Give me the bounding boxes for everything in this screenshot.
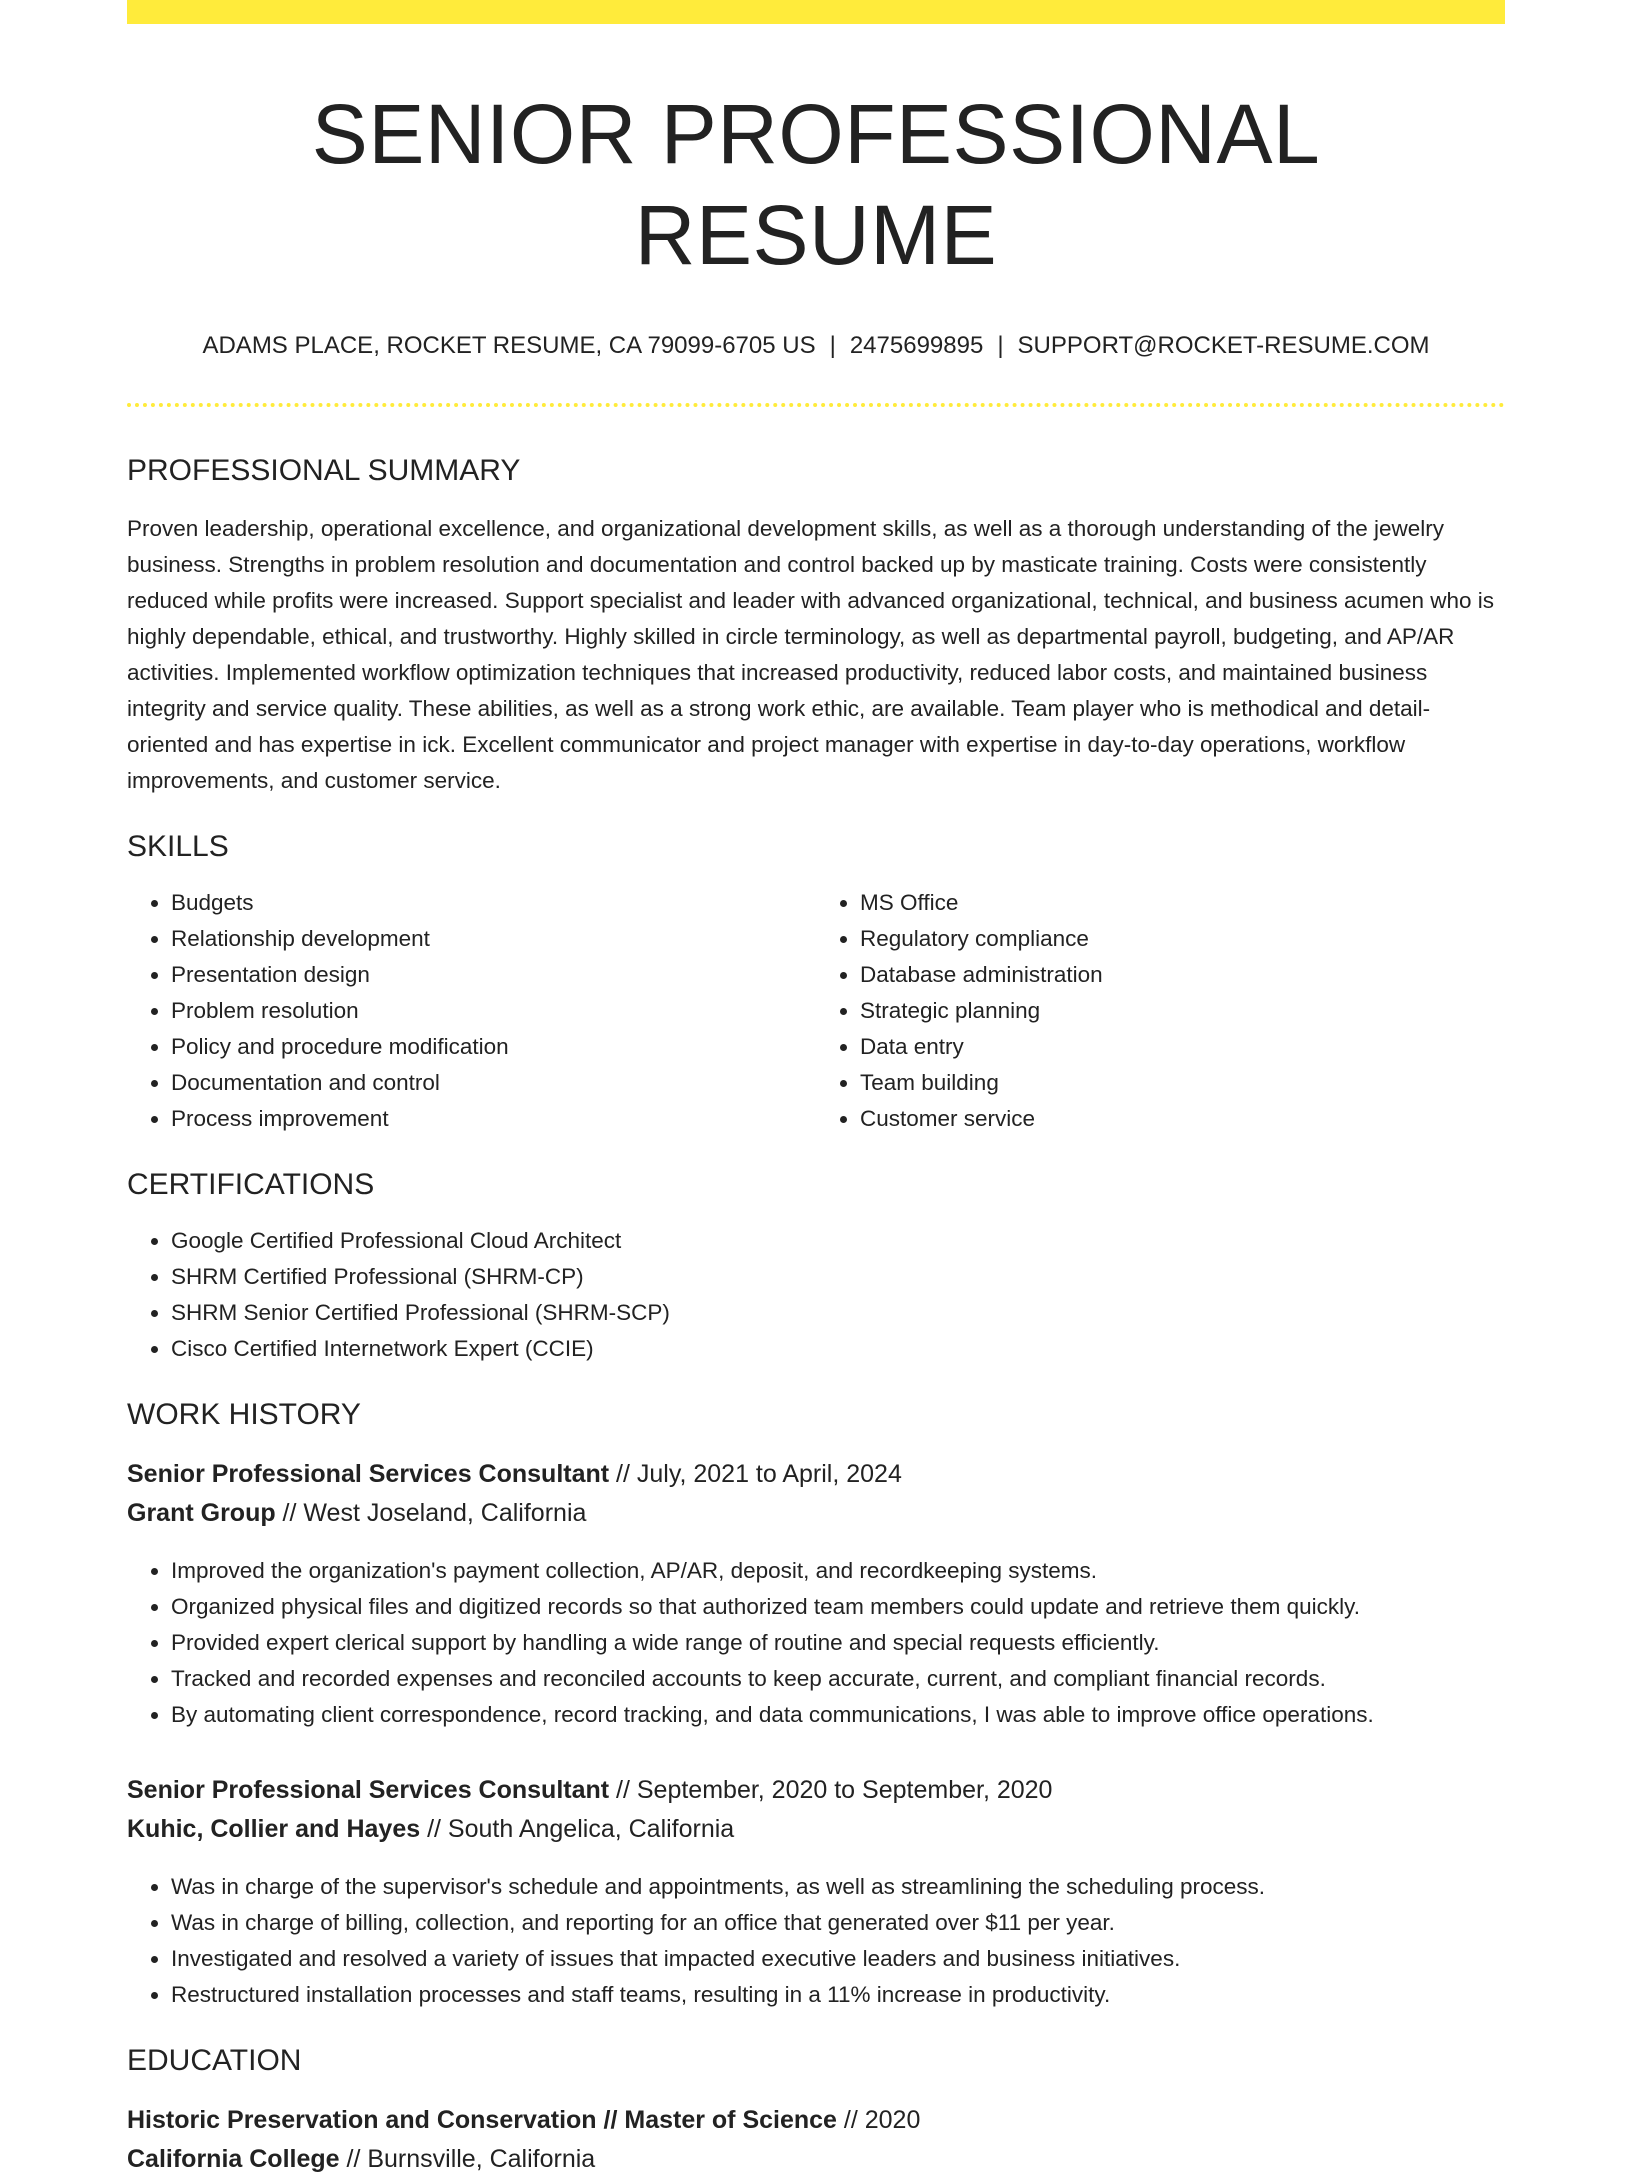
job-duty: • Provided expert clerical support by handling a wide range of routine and special requests efficiently. <box>171 1625 1505 1661</box>
summary-text: Proven leadership, operational excellence, and organizational development skills, as well as a thorough understanding of the jewelry business. Strengths in problem resolution and documentation and control backed up by masticate training. Costs were consistently reduced while profits were increased. Support specialist and leader with advanced organizational, technical, and business acumen who is highly dependable, ethical, and trustworthy. Highly skilled in circle terminology, as well as departmental payroll, budgeting, and AP/AR activities. Implemented workflow optimization techniques that increased productivity, reduced labor costs, and maintained business integrity and service quality. These abilities, as well as a strong work ethic, are available. Team player who is methodical and detail-oriented and has expertise in ick. Excellent communicator and project manager with expertise in day-to-day operations, workflow improvements, and customer service. <box>127 515 1495 793</box>
job-duty: • Investigated and resolved a variety of issues that impacted executive leaders and business initiatives. <box>171 1941 1505 1977</box>
contact-line <box>127 330 1505 361</box>
job-duty: • Organized physical files and digitized records so that authorized team members could update and retrieve them quickly. <box>171 1589 1505 1625</box>
top-accent-bar <box>127 0 1505 24</box>
education-school-line <box>127 2140 1505 2179</box>
education-degree: Historic Preservation and Conservation // Master of Science <box>127 2105 837 2134</box>
skill-item: • Database administration <box>860 957 1505 993</box>
education-section <box>127 2043 1505 2179</box>
job-location: // South Angelica, California <box>420 1814 735 1843</box>
skill-item: • Customer service <box>860 1101 1505 1137</box>
contact-address: ADAMS PLACE, ROCKET RESUME, CA 79099-6705 US <box>202 331 816 359</box>
job-entry <box>127 1771 1505 2013</box>
skill-item: • MS Office <box>860 885 1505 921</box>
skill-item: • Documentation and control <box>171 1065 816 1101</box>
skill-item: • Team building <box>860 1065 1505 1101</box>
skill-item: • Relationship development <box>171 921 816 957</box>
skills-columns <box>127 885 1505 1137</box>
job-company: Kuhic, Collier and Hayes <box>127 1814 421 1843</box>
contact-email: SUPPORT@ROCKET-RESUME.COM <box>1017 331 1430 359</box>
job-title-line <box>127 1455 1505 1494</box>
skill-item: • Policy and procedure modification <box>171 1029 816 1065</box>
education-degree-line <box>127 2101 1505 2140</box>
contact-separator: | <box>997 331 1004 359</box>
skills-list-left <box>127 885 816 1137</box>
job-duty: • Was in charge of billing, collection, and reporting for an office that generated over $11 per year. <box>171 1905 1505 1941</box>
skill-item: • Data entry <box>860 1029 1505 1065</box>
job-duty: • By automating client correspondence, record tracking, and data communications, I was able to improve office operations. <box>171 1697 1505 1733</box>
job-title: Senior Professional Services Consultant <box>127 1459 610 1488</box>
job-duties-list <box>127 1553 1505 1733</box>
certifications-section <box>127 1167 1505 1367</box>
education-year: // 2020 <box>836 2105 921 2134</box>
certification-item: • Cisco Certified Internetwork Expert (CCIE) <box>171 1331 1505 1367</box>
education-heading: EDUCATION <box>127 2043 302 2077</box>
job-company-line <box>127 1494 1505 1533</box>
skills-list-right <box>816 885 1505 1137</box>
job-entry <box>127 1455 1505 1733</box>
certification-item: • SHRM Senior Certified Professional (SHRM-SCP) <box>171 1295 1505 1331</box>
job-duty: • Improved the organization's payment collection, AP/AR, deposit, and recordkeeping systems. <box>171 1553 1505 1589</box>
certifications-heading: CERTIFICATIONS <box>127 1167 375 1201</box>
job-company: Grant Group <box>127 1498 276 1527</box>
work-history-heading: WORK HISTORY <box>127 1397 361 1431</box>
resume-page <box>127 0 1505 2179</box>
education-location: // Burnsville, California <box>339 2144 596 2173</box>
header-divider <box>127 403 1505 407</box>
job-duty: • Was in charge of the supervisor's schedule and appointments, as well as streamlining the scheduling process. <box>171 1869 1505 1905</box>
contact-separator: | <box>829 331 836 359</box>
certification-item: • SHRM Certified Professional (SHRM-CP) <box>171 1259 1505 1295</box>
certifications-list <box>127 1223 1505 1367</box>
certification-item: • Google Certified Professional Cloud Architect <box>171 1223 1505 1259</box>
job-dates: // July, 2021 to April, 2024 <box>609 1459 902 1488</box>
skills-section <box>127 829 1505 1137</box>
job-dates: // September, 2020 to September, 2020 <box>609 1775 1053 1804</box>
skill-item: • Problem resolution <box>171 993 816 1029</box>
skills-heading: SKILLS <box>127 829 229 863</box>
job-title-line <box>127 1771 1505 1810</box>
work-history-section <box>127 1397 1505 2013</box>
contact-phone: 2475699895 <box>849 331 984 359</box>
resume-title: SENIOR PROFESSIONAL RESUME <box>311 87 1321 282</box>
skill-item: • Strategic planning <box>860 993 1505 1029</box>
skill-item: • Budgets <box>171 885 816 921</box>
job-company-line <box>127 1810 1505 1849</box>
job-title: Senior Professional Services Consultant <box>127 1775 610 1804</box>
skill-item: • Regulatory compliance <box>860 921 1505 957</box>
summary-heading: PROFESSIONAL SUMMARY <box>127 453 521 487</box>
job-location: // West Joseland, California <box>275 1498 587 1527</box>
skill-item: • Process improvement <box>171 1101 816 1137</box>
job-duties-list <box>127 1869 1505 2013</box>
job-duty: • Restructured installation processes and staff teams, resulting in a 11% increase in productivity. <box>171 1977 1505 2013</box>
job-duty: • Tracked and recorded expenses and reconciled accounts to keep accurate, current, and compliant financial records. <box>171 1661 1505 1697</box>
skill-item: • Presentation design <box>171 957 816 993</box>
education-school: California College <box>127 2144 340 2173</box>
